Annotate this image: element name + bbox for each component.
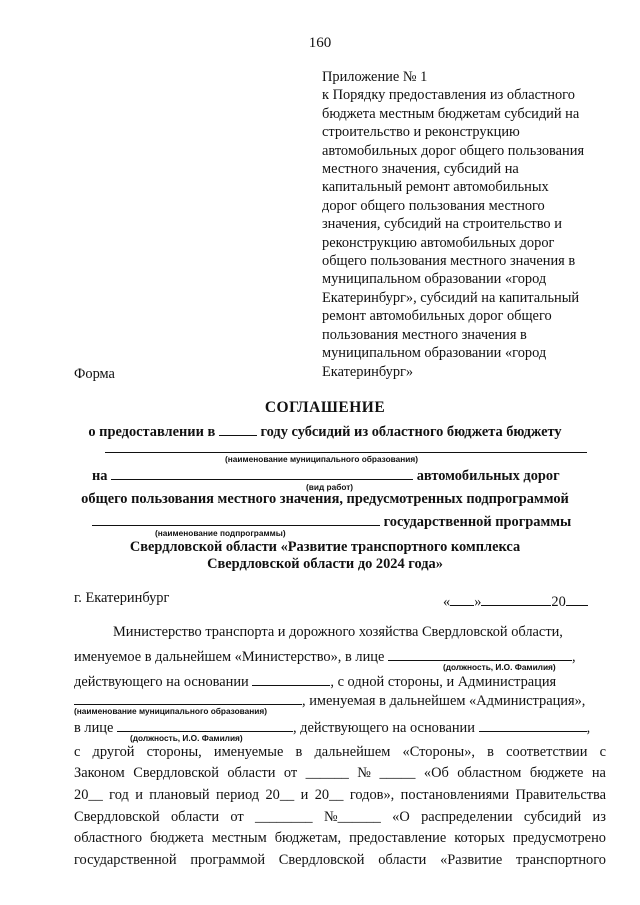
- body-word: области: [378, 852, 427, 869]
- appendix-line: местного значения, субсидий на: [322, 161, 519, 178]
- agreement-line-1-start: о предоставлении в: [88, 424, 216, 440]
- agreement-line-5-end: государственной программы: [383, 514, 572, 530]
- body-word: с: [74, 743, 81, 760]
- date-day-blank[interactable]: [450, 590, 474, 606]
- body-line-5: в лице , действующего на основании ,: [74, 716, 590, 737]
- body-word: области: [170, 808, 220, 825]
- administration-representative-blank[interactable]: [117, 716, 293, 732]
- position-caption-1: (должность, И.О. Фамилия): [443, 662, 556, 672]
- position-caption-2: (должность, И.О. Фамилия): [130, 733, 243, 743]
- body-word: ________: [255, 808, 313, 825]
- page-number: 160: [308, 35, 332, 51]
- body-justified-line: [74, 761, 606, 783]
- body-word: Свердловской: [278, 852, 365, 869]
- body-word: Законом: [74, 765, 125, 782]
- body-line-2: именуемое в дальнейшем «Министерство», в лице ,: [74, 645, 576, 666]
- date-month-blank[interactable]: [481, 590, 551, 606]
- body-word: ______: [305, 765, 349, 782]
- body-justified-line: [74, 826, 606, 848]
- body-word: распределении: [421, 808, 513, 825]
- appendix-line: Екатеринбург», субсидий на капитальный: [322, 289, 580, 306]
- body-line-3-start: действующего на основании: [74, 674, 249, 690]
- body-word: в: [487, 743, 494, 760]
- body-justified-line: [74, 782, 606, 804]
- appendix-line: бюджета местным бюджетам субсидий на: [322, 105, 580, 122]
- date-year-blank[interactable]: [566, 590, 588, 606]
- appendix-line: ремонт автомобильных дорог общего: [322, 308, 552, 325]
- body-word: годов»,: [349, 787, 395, 804]
- body-word: государственной: [74, 852, 177, 869]
- agreement-line-7: Свердловской области до 2024 года»: [207, 556, 443, 572]
- body-word: №______: [323, 808, 381, 825]
- body-word: Свердловской: [74, 808, 160, 825]
- body-justified-line: [74, 739, 606, 761]
- body-line-5-start: в лице: [74, 720, 114, 736]
- body-word: транспортного: [516, 852, 606, 869]
- work-type-caption: (вид работ): [306, 482, 354, 492]
- body-word: бюджете: [529, 765, 584, 782]
- appendix-line: реконструкцию автомобильных дорог: [322, 234, 555, 251]
- appendix-line: Приложение № 1: [322, 69, 428, 85]
- place-label: г. Екатеринбург: [74, 590, 170, 606]
- body-word: «Об: [423, 765, 449, 782]
- agreement-line-1: [60, 420, 590, 441]
- date-open-quote: «: [443, 594, 451, 610]
- body-word: предусмотрено: [512, 830, 606, 847]
- body-word: плановый: [149, 787, 210, 804]
- body-word: субсидий: [523, 808, 582, 825]
- municipality-caption: (наименование муниципального образования): [225, 454, 418, 464]
- body-word: «О: [392, 808, 410, 825]
- agreement-line-3-end: автомобильных дорог: [416, 468, 560, 484]
- body-word: которых: [454, 830, 505, 847]
- appendix-line: Екатеринбург»: [322, 363, 414, 380]
- appendix-line: капитальный ремонт автомобильных: [322, 179, 549, 196]
- date-close-quote: »: [474, 594, 482, 610]
- body-word: №: [357, 765, 372, 782]
- appendix-line: муниципальном образовании «город: [322, 345, 547, 362]
- appendix-line: муниципальном образовании «город: [322, 271, 547, 288]
- body-word: бюджета: [150, 830, 204, 847]
- work-type-blank[interactable]: [111, 464, 413, 480]
- municipality-caption-2: (наименование муниципального образования): [74, 706, 267, 716]
- body-word: области: [227, 765, 276, 782]
- body-word: и: [300, 787, 309, 804]
- body-word: 20__: [265, 787, 295, 804]
- body-word: 20__: [314, 787, 344, 804]
- agreement-line-1-end: году субсидий из областного бюджета бюджету: [260, 424, 562, 440]
- ministry-basis-blank[interactable]: [252, 670, 330, 686]
- body-line-3-end: , с одной стороны, и Администрация: [330, 674, 557, 690]
- body-word: Правительства: [515, 787, 606, 804]
- municipality-name-blank[interactable]: [74, 689, 302, 705]
- body-word: программой: [190, 852, 266, 869]
- body-word: в: [295, 743, 303, 760]
- agreement-line-6: Свердловской области «Развитие транспортного комплекса: [129, 539, 521, 555]
- body-justified-line: [74, 804, 606, 826]
- body-word: другой: [92, 743, 135, 760]
- ministry-representative-blank[interactable]: [388, 645, 572, 661]
- body-line-3: [74, 670, 556, 691]
- body-word: областном: [457, 765, 522, 782]
- body-justified-line: [74, 847, 606, 869]
- subprogram-caption: (наименование подпрограммы): [155, 528, 286, 538]
- body-word: Свердловской: [133, 765, 219, 782]
- appendix-line: к Порядку предоставления из областного: [322, 87, 575, 104]
- body-word: постановлениями: [400, 787, 510, 804]
- administration-basis-blank[interactable]: [479, 716, 587, 732]
- body-word: местным: [211, 830, 267, 847]
- body-word: на: [591, 765, 606, 782]
- agreement-title: СОГЛАШЕНИЕ: [264, 399, 386, 416]
- body-word: дальнейшем: [314, 743, 391, 760]
- body-word: предоставление: [349, 830, 447, 847]
- body-word: с: [599, 743, 606, 760]
- appendix-block: [322, 68, 612, 381]
- appendix-line: строительство и реконструкцию: [322, 124, 520, 141]
- body-word: бюджетам,: [274, 830, 342, 847]
- municipality-line[interactable]: [105, 452, 587, 453]
- form-label: Форма: [74, 366, 115, 382]
- body-word: год: [109, 787, 129, 804]
- appendix-line: значения, субсидий на строительство и: [322, 216, 562, 233]
- body-word: из: [592, 808, 606, 825]
- body-word: _____: [379, 765, 416, 782]
- agreement-line-4: общего пользования местного значения, предусмотренных подпрограммой: [81, 491, 569, 507]
- body-paragraph: [74, 739, 606, 869]
- body-word: и: [135, 787, 143, 804]
- body-word: именуемые: [213, 743, 284, 760]
- date-field: [443, 590, 588, 611]
- year-blank[interactable]: [219, 420, 257, 436]
- agreement-line-3-start: на: [92, 468, 108, 484]
- body-line-2-text: именуемое в дальнейшем «Министерство», в лице: [74, 649, 385, 665]
- body-line-4-end: , именуемая в дальнейшем «Администрация»,: [302, 693, 586, 709]
- body-word: «Стороны»,: [402, 743, 475, 760]
- appendix-line: общего пользования местного значения в: [322, 253, 576, 270]
- appendix-line: дорог общего пользования местного: [322, 197, 545, 214]
- body-word: «Развитие: [440, 852, 503, 869]
- appendix-line: пользования местного значения в: [322, 326, 527, 343]
- body-word: стороны,: [146, 743, 202, 760]
- body-line-5-middle: , действующего на основании: [292, 720, 475, 736]
- body-word: от: [230, 808, 244, 825]
- body-word: областного: [74, 830, 143, 847]
- appendix-line: автомобильных дорог общего пользования: [322, 142, 585, 159]
- body-word: 20__: [74, 787, 103, 804]
- body-word: соответствии: [506, 743, 588, 760]
- body-line-1: Министерство транспорта и дорожного хозяйства Свердловской области,: [113, 624, 563, 640]
- subprogram-blank[interactable]: [92, 510, 380, 526]
- body-word: от: [283, 765, 298, 782]
- body-word: период: [215, 787, 260, 804]
- date-year-prefix: 20: [551, 594, 566, 610]
